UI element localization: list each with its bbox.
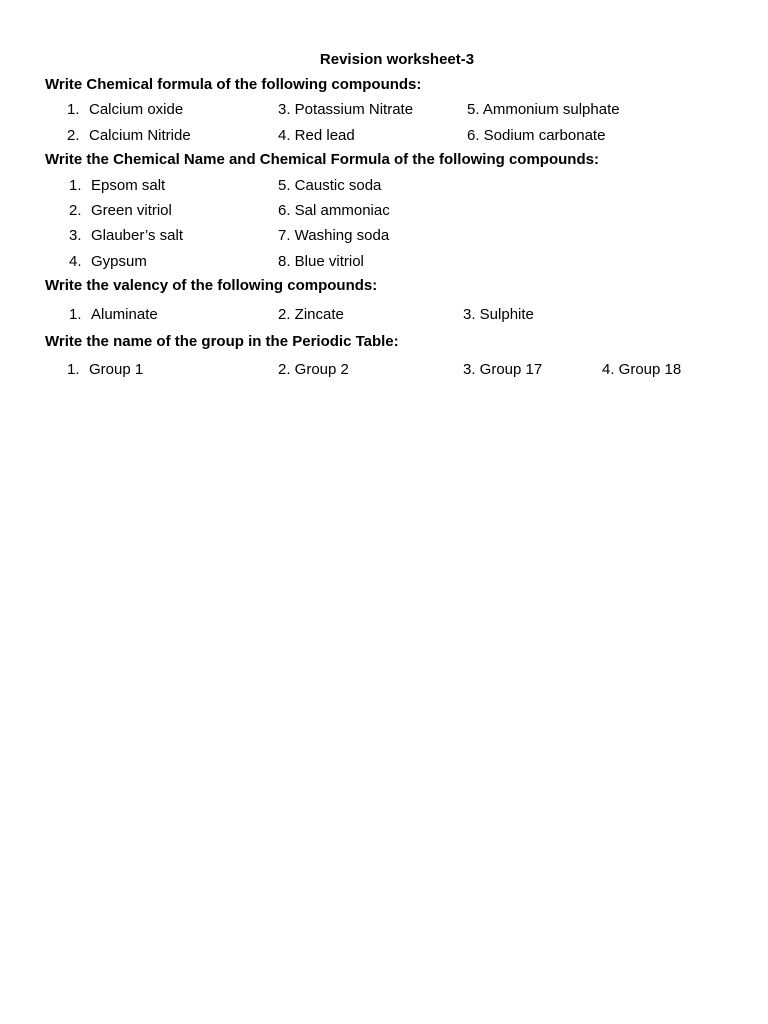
list-item: 4. Group 18 bbox=[602, 361, 682, 378]
list-item-text: Group 1 bbox=[89, 361, 144, 378]
section-heading-chemical-name-formula: Write the Chemical Name and Chemical Formula of the following compounds: bbox=[45, 151, 599, 168]
list-item bbox=[69, 177, 165, 195]
list-item bbox=[69, 306, 158, 324]
list-item-number: 1. bbox=[67, 101, 80, 118]
list-item: 6. Sodium carbonate bbox=[467, 127, 606, 144]
list-item-text: Calcium Nitride bbox=[89, 127, 191, 144]
page-title: Revision worksheet-3 bbox=[319, 51, 475, 68]
list-item bbox=[67, 361, 143, 379]
list-item-text: Epsom salt bbox=[91, 177, 166, 194]
list-item: 5. Ammonium sulphate bbox=[467, 101, 620, 118]
list-item-text: Gypsum bbox=[91, 253, 147, 270]
list-item bbox=[67, 127, 191, 145]
list-item: 3. Sulphite bbox=[463, 306, 534, 323]
list-item: 3. Group 17 bbox=[463, 361, 543, 378]
list-item: 7. Washing soda bbox=[278, 227, 390, 244]
list-item: 2. Group 2 bbox=[278, 361, 349, 378]
list-item bbox=[69, 227, 183, 245]
list-item-number: 1. bbox=[67, 361, 80, 378]
list-item: 8. Blue vitriol bbox=[278, 253, 364, 270]
list-item bbox=[67, 101, 183, 119]
list-item-text: Aluminate bbox=[91, 306, 158, 323]
list-item bbox=[69, 202, 172, 220]
list-item-number: 1. bbox=[69, 306, 82, 323]
list-item: 2. Zincate bbox=[278, 306, 344, 323]
list-item-number: 2. bbox=[67, 127, 80, 144]
list-item: 3. Potassium Nitrate bbox=[278, 101, 414, 118]
list-item-number: 1. bbox=[69, 177, 82, 194]
list-item: 4. Red lead bbox=[278, 127, 355, 144]
list-item-number: 4. bbox=[69, 253, 82, 270]
list-item: 5. Caustic soda bbox=[278, 177, 382, 194]
section-heading-valency: Write the valency of the following compounds: bbox=[45, 277, 378, 294]
list-item-number: 3. bbox=[69, 227, 82, 244]
section-heading-chemical-formula: Write Chemical formula of the following compounds: bbox=[45, 76, 422, 93]
list-item-text: Glauber’s salt bbox=[91, 227, 183, 244]
list-item bbox=[69, 253, 147, 271]
list-item-number: 2. bbox=[69, 202, 82, 219]
section-heading-periodic-groups: Write the name of the group in the Periodic Table: bbox=[45, 333, 399, 350]
list-item: 6. Sal ammoniac bbox=[278, 202, 390, 219]
list-item-text: Green vitriol bbox=[91, 202, 172, 219]
list-item-text: Calcium oxide bbox=[89, 101, 184, 118]
